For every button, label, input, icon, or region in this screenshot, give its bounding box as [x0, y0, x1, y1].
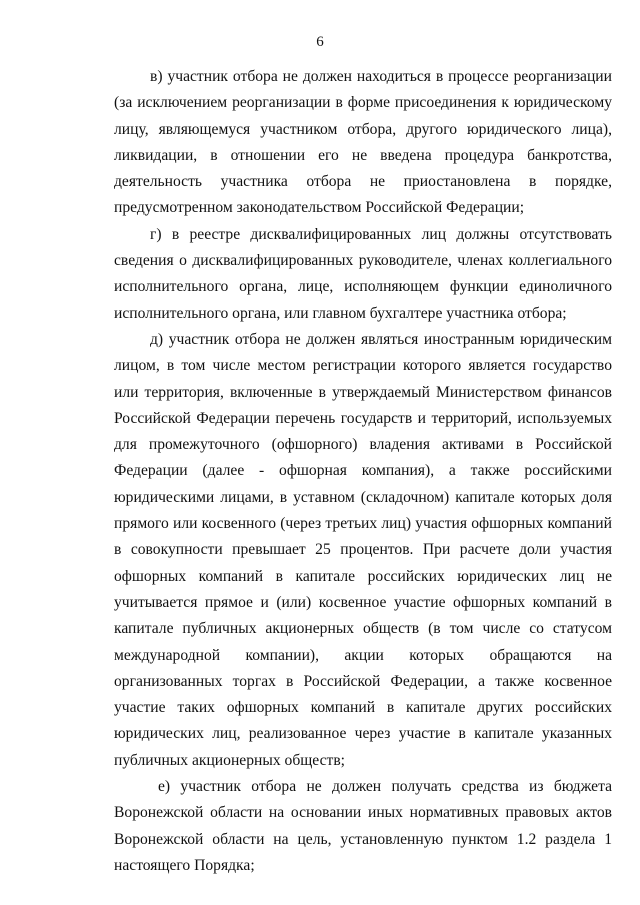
document-body [114, 64, 612, 879]
paragraph-d: д) участник отбора не должен являться иностранным юридическим лицом, в том числе местом регистрации которого является государство или территория, включенные в утверждаемый Министерством финансов Российской Федерации перечень государств и территорий, используемых для промежуточного (офшорного) владения активами в Российской Федерации (далее - офшорная компания), а также российскими юридическими лицами, в уставном (складочном) капитале которых доля прямого или косвенного (через третьих лиц) участия офшорных компаний в совокупности превышает 25 процентов. При расчете доли участия офшорных компаний в капитале российских юридических лиц не учитывается прямое и (или) косвенное участие офшорных компаний в капитале публичных акционерных обществ (в том числе со статусом международной компании), акции которых обращаются на организованных торгах в Российской Федерации, а также косвенное участие таких офшорных компаний в капитале других российских юридических лиц, реализованное через участие в капитале указанных публичных акционерных обществ; [114, 330, 612, 769]
page-number: 6 [316, 34, 324, 50]
paragraph-g: г) в реестре дисквалифицированных лиц должны отсутствовать сведения о дисквалифицированных руководителе, членах коллегиального исполнительного органа, лице, исполняющем функции единоличного исполнительного органа, или главном бухгалтере участника отбора; [114, 225, 612, 322]
paragraph-v: в) участник отбора не должен находиться в процессе реорганизации (за исключением реорганизации в форме присоединения к юридическому лицу, являющемуся участником отбора, другого юридического лица), ликвидации, в отношении его не введена процедура банкротства, деятельность участника отбора не приостановлена в порядке, предусмотренном законодательством Российской Федерации; [114, 68, 612, 217]
paragraph-e: е) участник отбора не должен получать средства из бюджета Воронежской области на основании иных нормативных правовых актов Воронежской области на цель, установленную пунктом 1.2 раздела 1 настоящего Порядка; [114, 778, 612, 874]
